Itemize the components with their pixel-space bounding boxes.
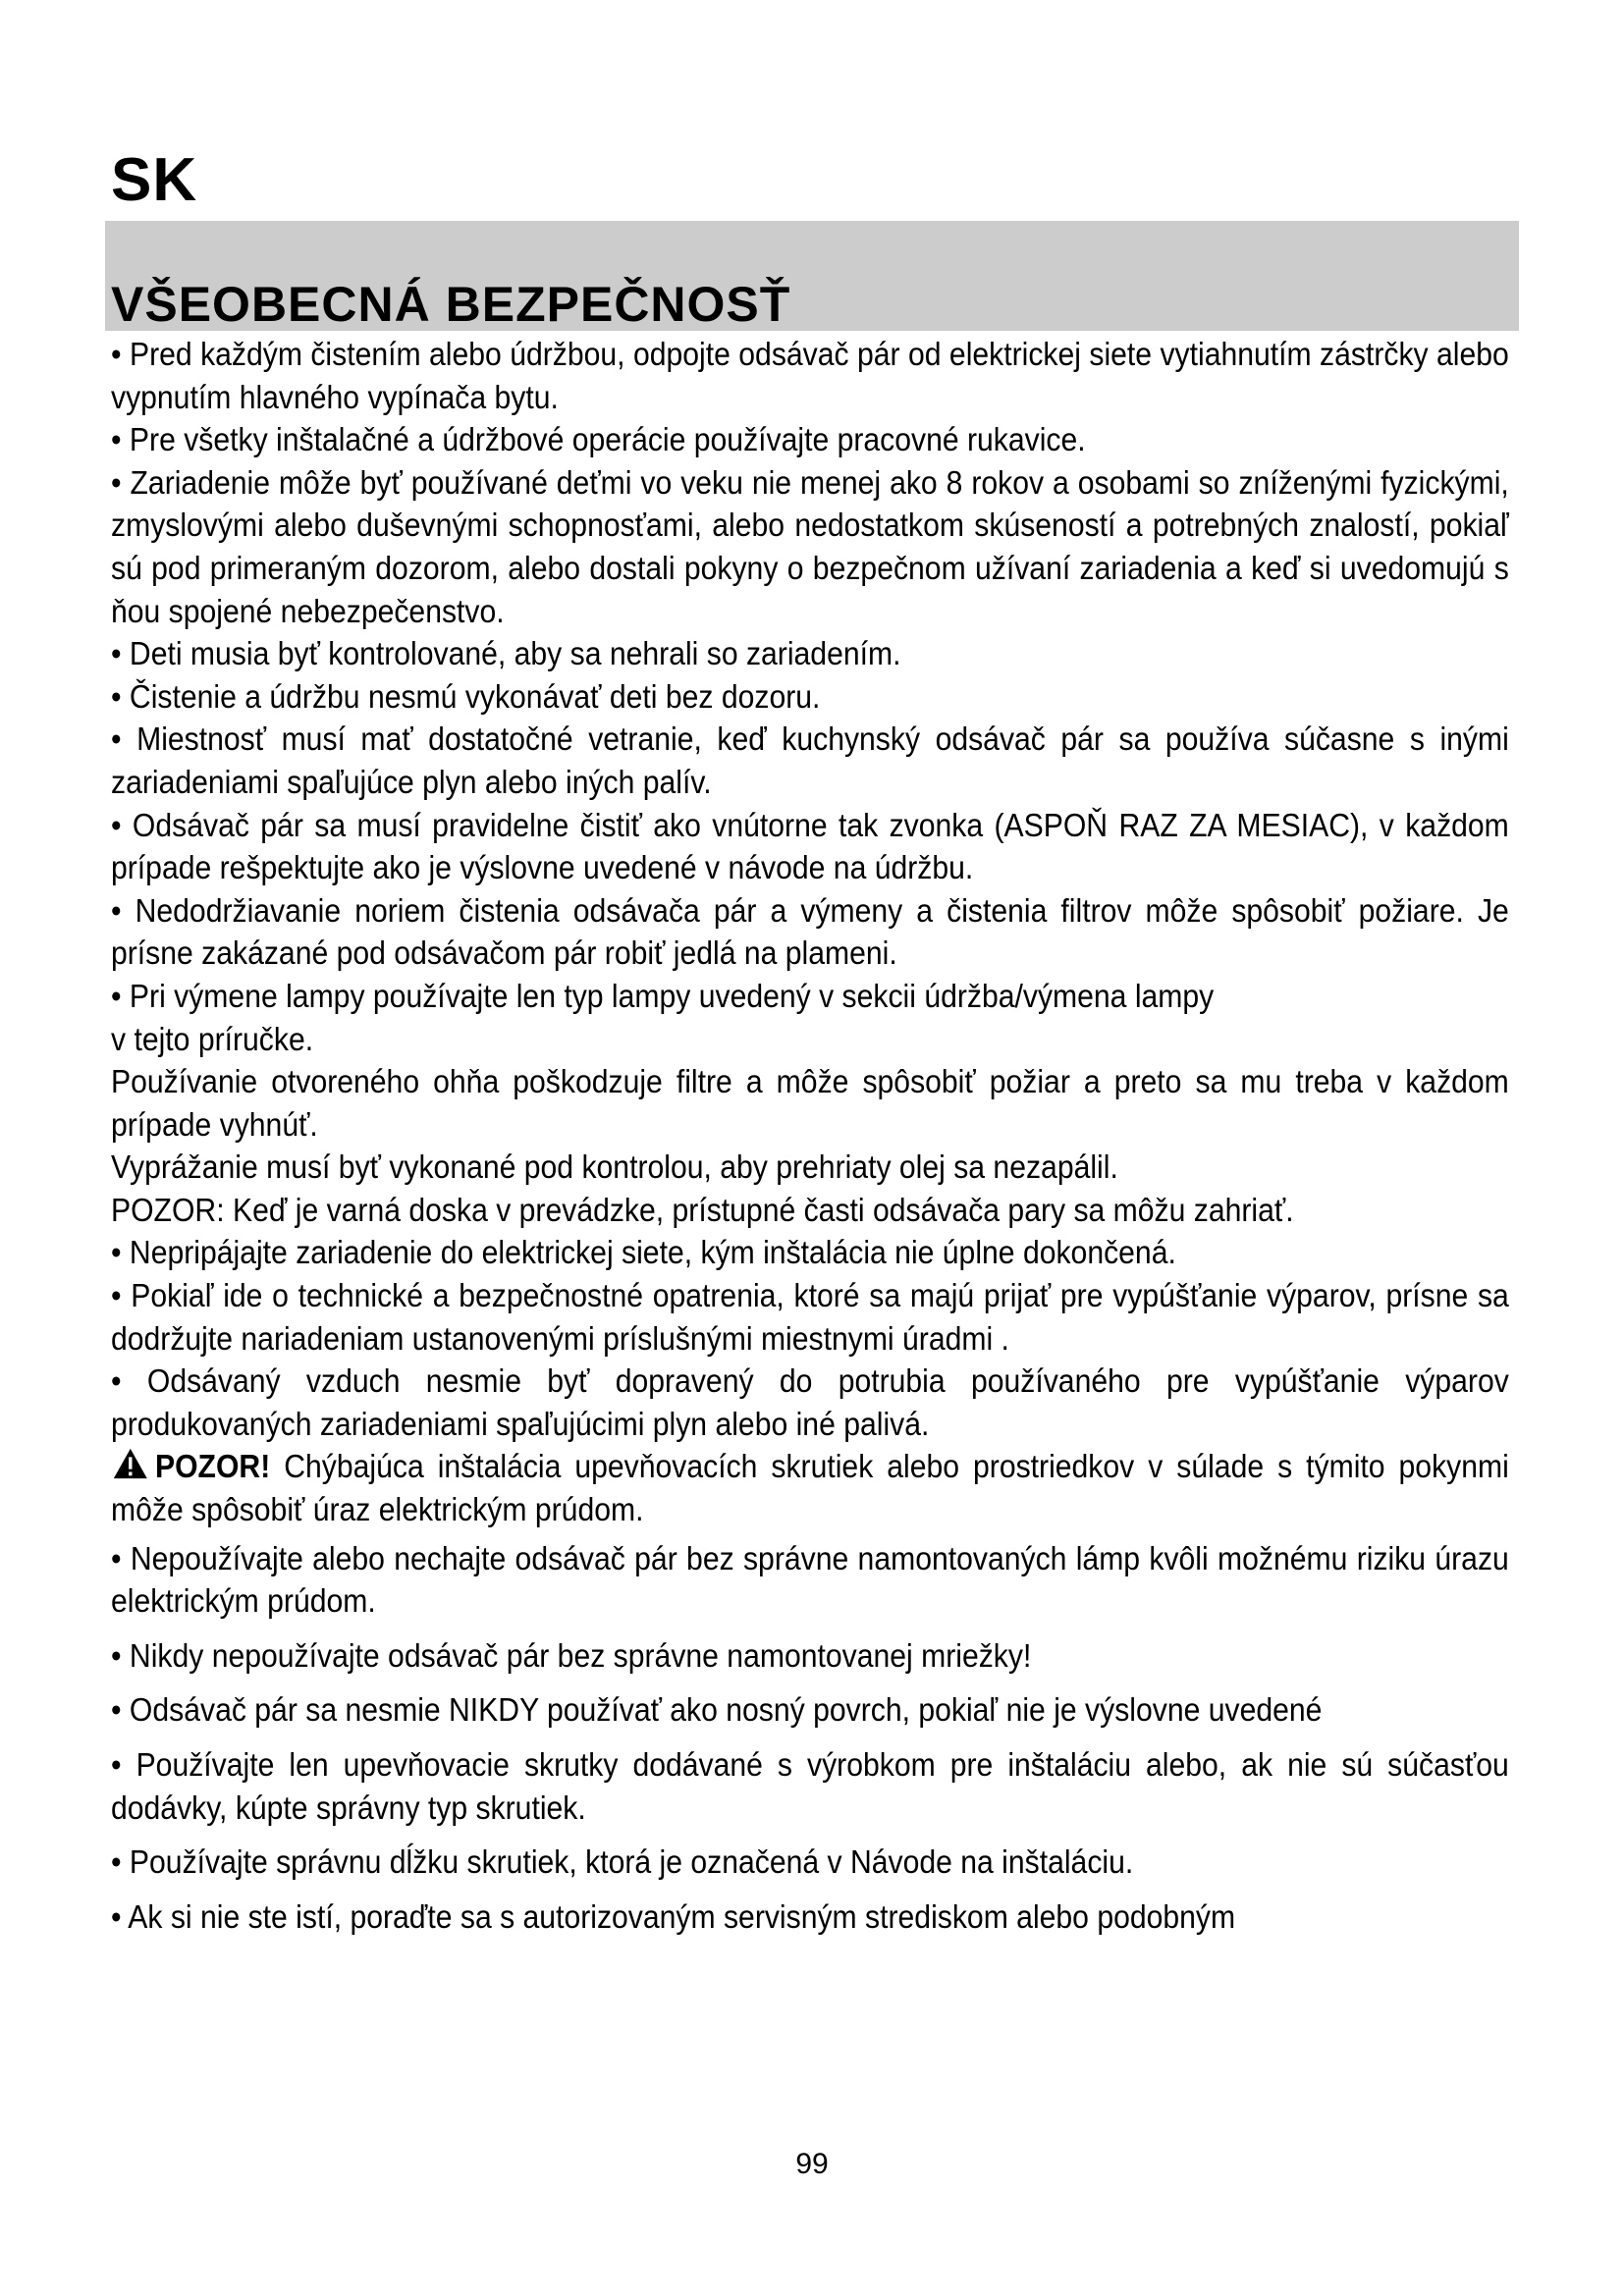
paragraph: • Ak si nie ste istí, poraďte sa s autorizovaným servisným strediskom alebo podobným [111, 1898, 1236, 1936]
paragraph: • Používajte len upevňovacie skrutky dodávané s výrobkom pre inštaláciu alebo, ak nie sú súčasťou dodávky, kúpte správny typ skrutiek. [111, 1747, 1509, 1827]
paragraph: POZOR: Keď je varná doska v prevádzke, prístupné časti odsávača pary sa môžu zahriať. [111, 1192, 1294, 1229]
paragraph: • Odsávač pár sa musí pravidelne čistiť ako vnútorne tak zvonka (ASPOŇ RAZ ZA MESIAC), v každom prípade rešpektujte ako je výslovne uvedené v návode na údržbu. [111, 807, 1509, 887]
paragraph: • Miestnosť musí mať dostatočné vetranie, keď kuchynský odsávač pár sa používa súčasne s inými zariadeniami spaľujúce plyn alebo iných palív. [111, 721, 1509, 801]
paragraph: • Odsávaný vzduch nesmie byť dopravený do potrubia používaného pre vypúšťanie výparov produkovaných zariadeniami spaľujúcimi plyn alebo iné palivá. [111, 1363, 1509, 1443]
paragraph: • Deti musia byť kontrolované, aby sa nehrali so zariadením. [111, 636, 901, 673]
paragraph: • Nepoužívajte alebo nechajte odsávač pár bez správne namontovaných lámp kvôli možnému riziku úrazu elektrickým prúdom. [111, 1540, 1509, 1621]
language-code: SK [111, 146, 198, 214]
paragraph: • Nedodržiavanie noriem čistenia odsávača pár a výmeny a čistenia filtrov môže spôsobiť požiare. Je prísne zakázané pod odsávačom pár robiť jedlá na plameni. [111, 892, 1509, 973]
paragraph: • Pokiaľ ide o technické a bezpečnostné opatrenia, ktoré sa majú prijať pre vypúšťanie výparov, prísne sa dodržujte nariadeniam ustanovenými príslušnými miestnymi úradmi . [111, 1278, 1509, 1358]
paragraph: • Čistenie a údržbu nesmú vykonávať deti bez dozoru. [111, 678, 821, 716]
warning-paragraph [111, 1446, 1509, 1531]
paragraph: • Odsávač pár sa nesmie NIKDY používať ako nosný povrch, pokiaľ nie je výslovne uvedené [111, 1692, 1323, 1730]
warning-label: POZOR! [155, 1449, 271, 1486]
paragraph: Používanie otvoreného ohňa poškodzuje filtre a môže spôsobiť požiar a preto sa mu treba v každom prípade vyhnúť. [111, 1064, 1509, 1144]
paragraph: • Pri výmene lampy používajte len typ lampy uvedený v sekcii údržba/výmena lampy [111, 978, 1215, 1015]
paragraph: • Používajte správnu dĺžku skrutiek, ktorá je označená v Návode na inštaláciu. [111, 1844, 1134, 1882]
warning-triangle-icon [111, 1447, 150, 1480]
safety-text [111, 334, 1509, 1939]
section-title: VŠEOBECNÁ BEZPEČNOSŤ [111, 277, 791, 332]
warning-text: Chýbajúca inštalácia upevňovacích skrutiek alebo prostriedkov v súlade s týmito pokynmi môže spôsobiť úraz elektrickým prúdom. [111, 1449, 1509, 1529]
paragraph: v tejto príručke. [111, 1021, 314, 1058]
paragraph: • Zariadenie môže byť používané deťmi vo veku nie menej ako 8 rokov a osobami so zníženými fyzickými, zmyslovými alebo duševnými schopnosťami, alebo nedostatkom skúseností a potrebných znalostí, pokiaľ sú pod primeraným dozorom, alebo dostali pokyny o bezpečnom užívaní zariadenia a keď si uvedomujú s ňou spojené nebezpečenstvo. [111, 464, 1509, 630]
paragraph: • Nepripájajte zariadenie do elektrickej siete, kým inštalácia nie úplne dokončená. [111, 1235, 1176, 1272]
paragraph: Vyprážanie musí byť vykonané pod kontrolou, aby prehriaty olej sa nezapálil. [111, 1149, 1118, 1187]
page-number: 99 [795, 2148, 829, 2180]
paragraph: • Nikdy nepoužívajte odsávač pár bez správne namontovanej mriežky! [111, 1637, 1032, 1675]
section-title-band [105, 221, 1519, 331]
paragraph: • Pred každým čistením alebo údržbou, odpojte odsávač pár od elektrickej siete vytiahnutím zástrčky alebo vypnutím hlavného vypínača bytu. [111, 337, 1509, 416]
paragraph: • Pre všetky inštalačné a údržbové operácie používajte pracovné rukavice. [111, 422, 1086, 459]
